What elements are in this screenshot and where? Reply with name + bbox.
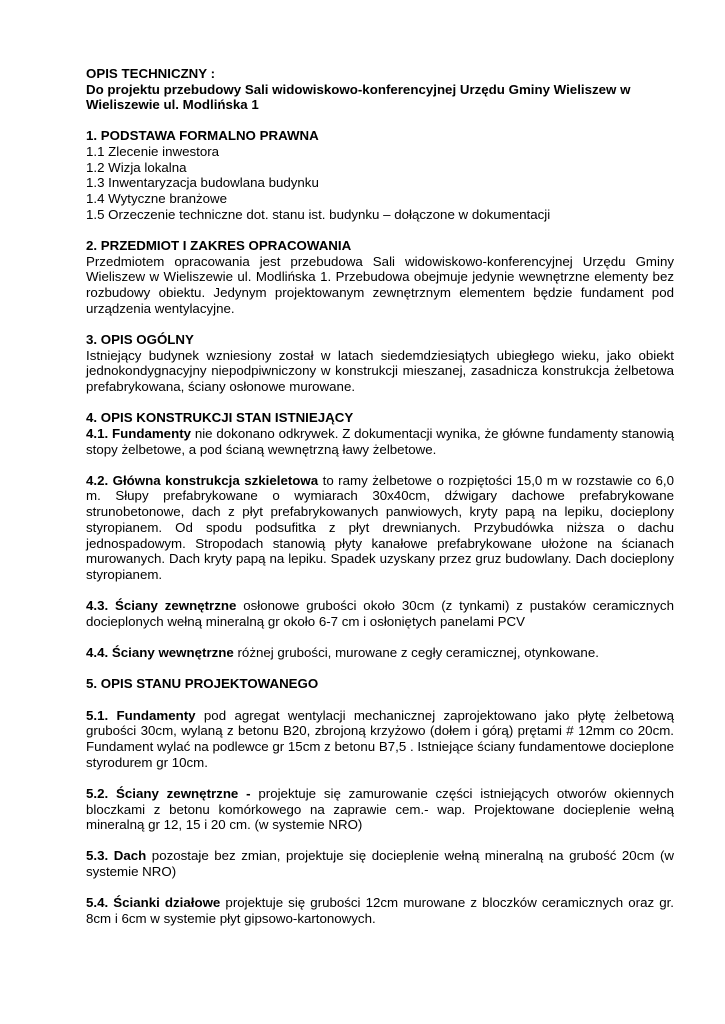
paragraph-text: pod agregat wentylacji mechanicznej zaprojektowano jako płytę żelbetową grubości 30cm, wylaną z betonu B20, zbrojoną krzyżowo (dołem i górą) prętami # 12mm co 20cm. Fundament wylać na podlewce gr 15cm z betonu B7,5 . Istniejące ściany fundamentowe docieplone styrodurem gr 10cm.	[86, 707, 675, 770]
section-1-item: 1.3 Inwentaryzacja budowlana budynku	[86, 175, 319, 191]
document-title: OPIS TECHNICZNY :	[86, 66, 216, 81]
paragraph-label: 5.1. Fundamenty	[86, 707, 196, 723]
paragraph-5-2	[86, 786, 674, 833]
document-subtitle: Do projektu przebudowy Sali widowiskowo-konferencyjnej Urzędu Gminy Wieliszew w Wieliszewie ul. Modlińska 1	[86, 81, 631, 113]
paragraph-label: 5.3. Dach	[86, 848, 147, 864]
paragraph-label: 4.4. Ściany wewnętrzne	[86, 645, 234, 661]
section-2-heading: 2. PRZEDMIOT I ZAKRES OPRACOWANIA	[86, 237, 352, 253]
paragraph-text: to ramy żelbetowe o rozpiętości 15,0 m w rozstawie co 6,0 m. Słupy prefabrykowane o wymiarach 30x40cm, dźwigary dachowe prefabrykowane strunobetonowe, dach z płyt prefabrykowanych panwiowych, kryty papą na lepiku, docieplony styropianem. Od spodu podsufitka z płyt drewnianych. Przybudówka niższa o dachu jednospadowym. Stropodach stanowią płyty kanałowe prefabrykowane ułożone na ścianach murowanych. Dach kryty papą na lepiku. Spadek uzyskany przez gruz budowlany. Dach docieplony styropianem.	[86, 472, 675, 582]
paragraph-5-1	[86, 708, 674, 771]
paragraph-text: projektuje się grubości 12cm murowane z bloczków ceramicznych oraz gr. 8cm i 6cm w systemie płyt gipsowo-kartonowych.	[86, 895, 674, 927]
paragraph-text: pozostaje bez zmian, projektuje się docieplenie wełną mineralną na grubość 20cm (w systemie NRO)	[86, 848, 675, 880]
paragraph-4-1	[86, 426, 674, 457]
paragraph-label: 4.3. Ściany zewnętrzne	[86, 598, 237, 614]
section-1-heading: 1. PODSTAWA FORMALNO PRAWNA	[86, 128, 319, 144]
paragraph-4-2	[86, 473, 674, 583]
paragraph-text: nie dokonano odkrywek. Z dokumentacji wynika, że główne fundamenty stanowią stopy żelbetowe, a pod ścianą wewnętrzną ławy żelbetowe.	[86, 425, 674, 457]
document-page	[86, 66, 674, 927]
section-4-heading: 4. OPIS KONSTRUKCJI STAN ISTNIEJĄCY	[86, 410, 354, 426]
paragraph-label: 5.4. Ścianki działowe	[86, 895, 221, 911]
section-1-item: 1.1 Zlecenie inwestora	[86, 143, 220, 159]
paragraph-label: 5.2. Ściany zewnętrzne -	[86, 785, 251, 801]
paragraph-5-4	[86, 895, 674, 926]
paragraph-text: osłonowe grubości około 30cm (z tynkami) z pustaków ceramicznych docieplonych wełną mineralną gr około 6-7 cm i osłoniętych panelami PCV	[86, 598, 674, 629]
paragraph-5-3	[86, 848, 674, 879]
paragraph-4-3	[86, 598, 674, 629]
section-1-item: 1.5 Orzeczenie techniczne dot. stanu ist. budynku – dołączone w dokumentacji	[86, 206, 551, 222]
section-5-heading: 5. OPIS STANU PROJEKTOWANEGO	[86, 676, 319, 692]
paragraph-label: 4.1. Fundamenty	[86, 425, 192, 441]
paragraph-text: różnej grubości, murowane z cegły ceramicznej, otynkowane.	[233, 645, 599, 661]
paragraph-label: 4.2. Główna konstrukcja szkieletowa	[86, 472, 319, 488]
section-3-heading: 3. OPIS OGÓLNY	[86, 331, 194, 347]
section-1-item: 1.4 Wytyczne branżowe	[86, 190, 228, 206]
section-3-body: Istniejący budynek wzniesiony został w latach siedemdziesiątych ubiegłego wieku, jako obiekt jednokondygnacyjny niepodpiwniczony w konstrukcji mieszanej, zasadnicza konstrukcja żelbetowa prefabrykowana, ściany osłonowe murowane.	[86, 347, 674, 394]
paragraph-4-4	[86, 645, 674, 661]
paragraph-text: projektuje się zamurowanie części istniejących otworów okiennych bloczkami z betonu komórkowego na zaprawie cem.- wap. Projektowane docieplenie wełną mineralną gr 12, 15 i 20 cm. (w systemie NRO)	[86, 785, 675, 833]
section-1-item: 1.2 Wizja lokalna	[86, 159, 187, 175]
section-2-body: Przedmiotem opracowania jest przebudowa Sali widowiskowo-konferencyjnej Urzędu Gminy Wieliszew w Wieliszewie ul. Modlińska 1. Przebudowa obejmuje jedynie wewnętrzne elementy bez rozbudowy obiektu. Jedynym projektowanym zewnętrznym elementem będzie fundament pod urządzenia wentylacyjne.	[86, 253, 674, 316]
